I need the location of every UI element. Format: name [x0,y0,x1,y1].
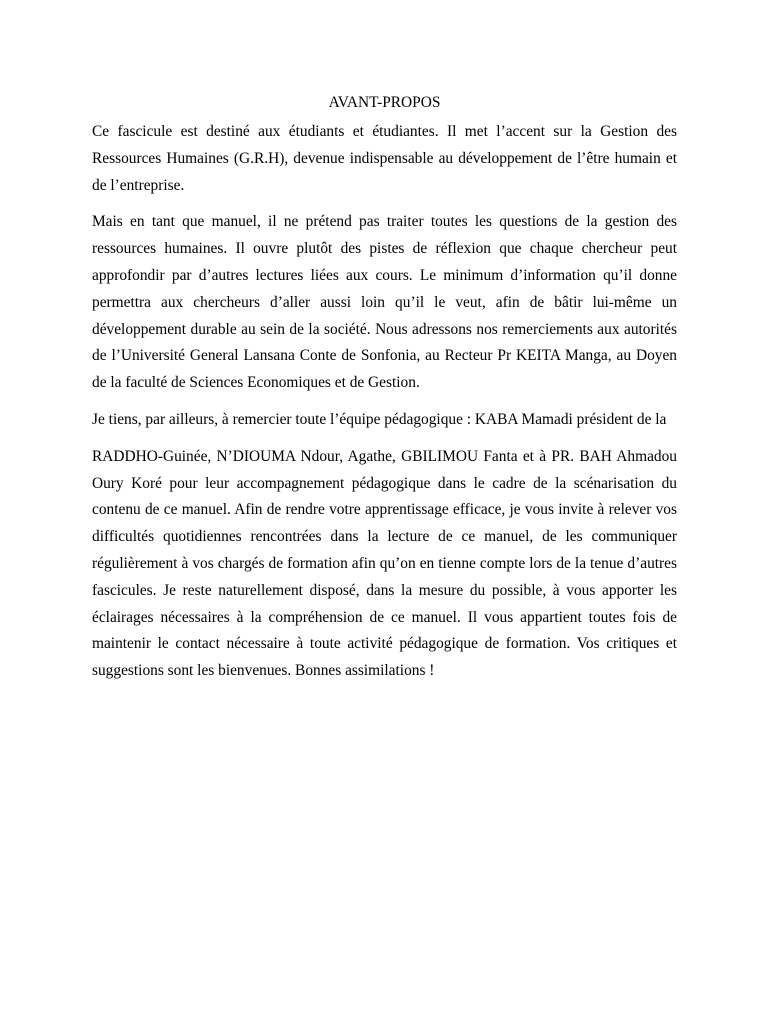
paragraph-intro: Ce fascicule est destiné aux étudiants et étudiantes. Il met l’accent sur la Gestion des Ressources Humaines (G.R.H), devenue indispensable au développement de l’être humain et de l’entreprise. [92,123,677,194]
document-body [92,92,677,685]
paragraph-manual-scope: Mais en tant que manuel, il ne prétend pas traiter toutes les questions de la gestion des ressources humaines. Il ouvre plutôt des pistes de réflexion que chaque chercheur peut approfondir par d’autres lectures liées aux cours. Le minimum d’information qu’il donne permettra aux chercheurs d’aller aussi loin qu’il le veut, afin de bâtir lui-même un développement durable au sein de la société. Nous adressons nos remerciements aux autorités de l’Université General Lansana Conte de Sonfonia, au Recteur Pr KEITA Manga, au Doyen de la faculté de Sciences Economiques et de Gestion. [92,213,677,392]
page-title: AVANT-PROPOS [328,94,441,111]
paragraph-thanks-intro: Je tiens, par ailleurs, à remercier toute l’équipe pédagogique : KABA Mamadi président de la [92,410,667,428]
paragraph-thanks-team: RADDHO-Guinée, N’DIOUMA Ndour, Agathe, GBILIMOU Fanta et à PR. BAH Ahmadou Oury Koré pour leur accompagnement pédagogique dans le cadre de la scénarisation du contenu de ce manuel. Afin de rendre votre apprentissage efficace, je vous invite à relever vos difficultés quotidiennes rencontrées dans la lecture de ce manuel, de les communiquer régulièrement à vos chargés de formation afin qu’on en tienne compte lors de la tenue d’autres fascicules. Je reste naturellement disposé, dans la mesure du possible, à vous apporter les éclairages nécessaires à la compréhension de ce manuel. Il vous appartient toutes fois de maintenir le contact nécessaire à toute activité pédagogique de formation. Vos critiques et suggestions sont les bienvenues. Bonnes assimilations ! [92,447,677,680]
